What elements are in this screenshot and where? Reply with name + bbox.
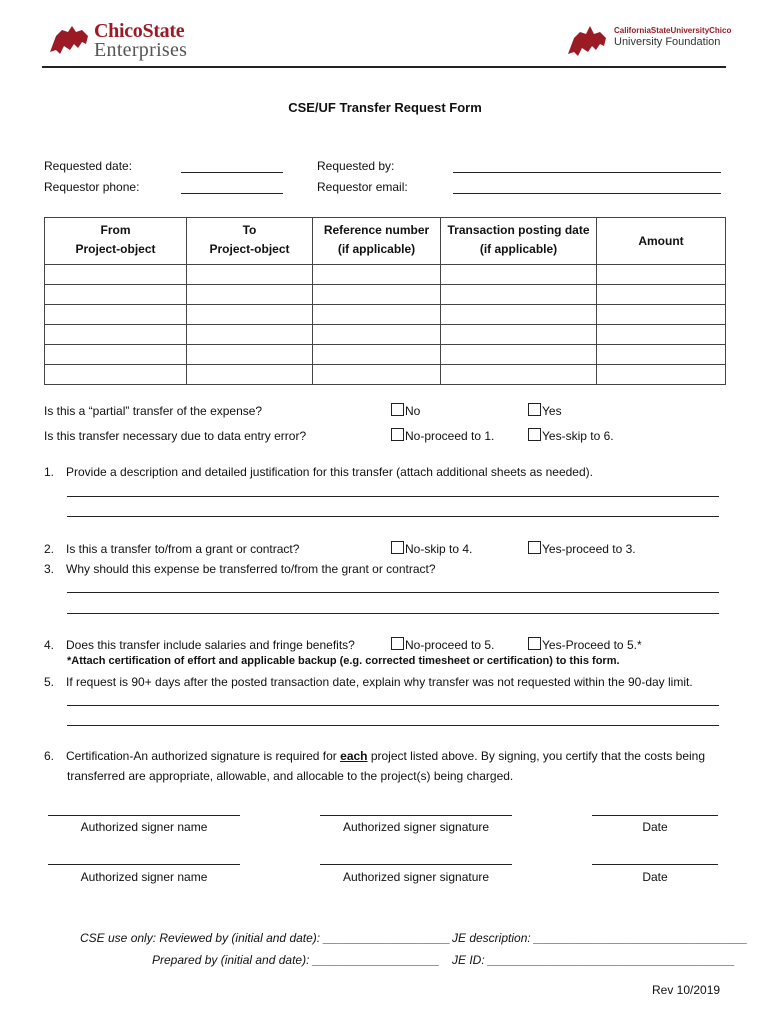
checkbox-icon[interactable] xyxy=(391,541,404,554)
signer-signature-label: Authorized signer signature xyxy=(342,820,490,834)
table-cell[interactable] xyxy=(45,345,187,365)
table-cell[interactable] xyxy=(313,365,441,385)
table-cell[interactable] xyxy=(313,325,441,345)
table-cell[interactable] xyxy=(441,325,597,345)
table-row xyxy=(45,285,726,305)
cse-reviewed-by: CSE use only: Reviewed by (initial and date): ___________________ xyxy=(80,931,451,945)
header-divider xyxy=(42,66,726,68)
table-row xyxy=(45,305,726,325)
q2-no-option[interactable]: No-skip to 4. xyxy=(391,541,472,556)
table-cell[interactable] xyxy=(441,305,597,325)
signer-name-line[interactable] xyxy=(48,815,240,816)
form-title: CSE/UF Transfer Request Form xyxy=(288,100,482,115)
requested-by-label: Requested by: xyxy=(317,159,395,173)
checkbox-icon[interactable] xyxy=(528,541,541,554)
table-cell[interactable] xyxy=(597,265,726,285)
wildcat-icon xyxy=(566,22,610,58)
q5-answer-line[interactable] xyxy=(67,725,719,726)
q4-note: *Attach certification of effort and applicable backup (e.g. corrected timesheet or certification) to this form. xyxy=(67,655,620,667)
signer-name-label: Authorized signer name xyxy=(80,870,208,884)
table-cell[interactable] xyxy=(313,305,441,325)
transfer-table xyxy=(44,217,726,385)
table-cell[interactable] xyxy=(313,265,441,285)
signer-date-label: Date xyxy=(642,870,668,884)
table-header-row xyxy=(45,218,726,265)
requestor-phone-field[interactable] xyxy=(181,193,283,194)
partial-transfer-question: Is this a “partial” transfer of the expense? xyxy=(44,404,263,418)
signer-signature-line[interactable] xyxy=(320,815,512,816)
table-row xyxy=(45,265,726,285)
table-cell[interactable] xyxy=(45,285,187,305)
table-cell[interactable] xyxy=(187,365,313,385)
table-cell[interactable] xyxy=(45,365,187,385)
table-cell[interactable] xyxy=(187,285,313,305)
question-3: 3. Why should this expense be transferred to/from the grant or contract? xyxy=(44,562,436,576)
question-2: 2. Is this a transfer to/from a grant or contract? xyxy=(44,542,300,556)
checkbox-icon[interactable] xyxy=(528,428,541,441)
table-cell[interactable] xyxy=(597,345,726,365)
checkbox-icon[interactable] xyxy=(391,403,404,416)
table-cell[interactable] xyxy=(597,305,726,325)
table-cell[interactable] xyxy=(313,285,441,305)
col-header-to: To Project-object xyxy=(187,218,313,265)
table-cell[interactable] xyxy=(45,305,187,325)
table-cell[interactable] xyxy=(597,325,726,345)
q5-answer-line[interactable] xyxy=(67,705,719,706)
q2-yes-option[interactable]: Yes-proceed to 3. xyxy=(528,541,636,556)
entry-error-question: Is this transfer necessary due to data entry error? xyxy=(44,429,307,443)
university-foundation-logo xyxy=(566,22,732,58)
je-id: JE ID: _____________________________________ xyxy=(452,953,735,967)
logo-line-2: University Foundation xyxy=(614,36,721,48)
table-cell[interactable] xyxy=(45,325,187,345)
q4-no-option[interactable]: No-proceed to 5. xyxy=(391,637,494,652)
table-row xyxy=(45,365,726,385)
requested-date-field[interactable] xyxy=(181,172,283,173)
requested-by-field[interactable] xyxy=(453,172,721,173)
partial-no-option[interactable]: No xyxy=(391,403,420,418)
signer-signature-line[interactable] xyxy=(320,864,512,865)
table-cell[interactable] xyxy=(187,265,313,285)
signer-signature-label: Authorized signer signature xyxy=(342,870,490,884)
question-4: 4. Does this transfer include salaries and fringe benefits? xyxy=(44,638,355,652)
table-row xyxy=(45,345,726,365)
logo-line-1: ChicoState xyxy=(94,20,185,42)
table-cell[interactable] xyxy=(441,285,597,305)
col-header-from: From Project-object xyxy=(45,218,187,265)
q3-answer-line[interactable] xyxy=(67,613,719,614)
entry-error-no-option[interactable]: No-proceed to 1. xyxy=(391,428,494,443)
revision-label: Rev 10/2019 xyxy=(652,983,721,997)
chico-state-enterprises-logo xyxy=(48,20,198,62)
logo-line-2: Enterprises xyxy=(94,39,188,61)
table-cell[interactable] xyxy=(441,265,597,285)
table-cell[interactable] xyxy=(441,345,597,365)
table-cell[interactable] xyxy=(45,265,187,285)
table-cell[interactable] xyxy=(187,345,313,365)
q3-answer-line[interactable] xyxy=(67,592,719,593)
logo-line-1: CaliforniaStateUniversityChico xyxy=(614,26,732,35)
col-header-amount: Amount xyxy=(597,218,726,265)
partial-yes-option[interactable]: Yes xyxy=(528,403,562,418)
wildcat-icon xyxy=(48,22,92,58)
checkbox-icon[interactable] xyxy=(528,403,541,416)
table-cell[interactable] xyxy=(597,365,726,385)
col-header-reference: Reference number (if applicable) xyxy=(313,218,441,265)
table-cell[interactable] xyxy=(187,325,313,345)
signer-date-line[interactable] xyxy=(592,864,718,865)
q4-yes-option[interactable]: Yes-Proceed to 5.* xyxy=(528,637,642,652)
question-1: 1. Provide a description and detailed justification for this transfer (attach additional sheets as needed). xyxy=(44,465,593,479)
checkbox-icon[interactable] xyxy=(391,428,404,441)
checkbox-icon[interactable] xyxy=(391,637,404,650)
signer-date-label: Date xyxy=(642,820,668,834)
table-row xyxy=(45,325,726,345)
table-cell[interactable] xyxy=(187,305,313,325)
question-6-line-2: transferred are appropriate, allowable, and allocable to the project(s) being charged. xyxy=(67,769,514,783)
requestor-email-label: Requestor email: xyxy=(317,180,408,194)
signer-date-line[interactable] xyxy=(592,815,718,816)
question-6: 6. Certification-An authorized signature is required for each project listed above. By signing, you certify that the costs being xyxy=(44,749,706,763)
entry-error-yes-option[interactable]: Yes-skip to 6. xyxy=(528,428,614,443)
cse-prepared-by: Prepared by (initial and date): ___________________ xyxy=(152,953,440,967)
signer-name-label: Authorized signer name xyxy=(80,820,208,834)
table-cell[interactable] xyxy=(441,365,597,385)
requested-date-label: Requested date: xyxy=(44,159,133,173)
q1-answer-line[interactable] xyxy=(67,516,719,517)
table-cell[interactable] xyxy=(313,345,441,365)
table-cell[interactable] xyxy=(597,285,726,305)
col-header-posting-date: Transaction posting date (if applicable) xyxy=(441,218,597,265)
requestor-email-field[interactable] xyxy=(453,193,721,194)
signer-name-line[interactable] xyxy=(48,864,240,865)
question-5: 5. If request is 90+ days after the posted transaction date, explain why transfer was not requested within the 90-day limit. xyxy=(44,675,693,689)
q1-answer-line[interactable] xyxy=(67,496,719,497)
checkbox-icon[interactable] xyxy=(528,637,541,650)
je-description: JE description: ________________________________ xyxy=(452,931,748,945)
requestor-phone-label: Requestor phone: xyxy=(44,180,140,194)
